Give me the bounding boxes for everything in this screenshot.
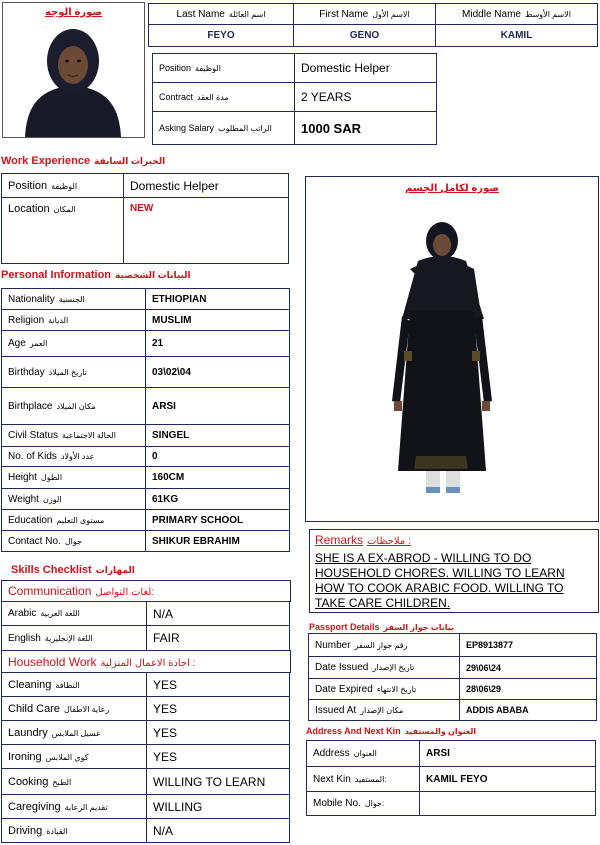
passport-row-value: ADDIS ABABA: [459, 699, 597, 721]
face-photo-title: صورة الوجه: [44, 7, 103, 18]
passport-row-value: 28\06\29: [459, 678, 597, 700]
remarks-line: SHE IS A EX-ABROD - WILLING TO DO: [315, 551, 532, 565]
personal-row-label: Civil Status الحالة الاجتماعية: [1, 424, 146, 447]
personal-row-value: ARSI: [145, 387, 290, 425]
remarks-line: HOUSEHOLD CHORES. WILLING TO LEARN: [315, 566, 565, 580]
household-row-value: YES: [146, 672, 290, 697]
passport-row-label: Date Expired تاريخ الانتهاء: [308, 678, 460, 700]
personal-row-label: Birthplace مكان الميلاد: [1, 387, 146, 425]
personal-row-label: Religion الديانة: [1, 309, 146, 331]
household-row-value: YES: [146, 720, 290, 745]
position-label: Position الوظيفة: [152, 53, 295, 83]
personal-row-value: SINGEL: [145, 424, 290, 447]
personal-row-label: Height الطول: [1, 466, 146, 489]
face-photo-box: [2, 2, 145, 138]
last-name-label: Last Name اسم العائلة: [148, 3, 294, 25]
passport-row-label: Issued At مكان الإصدار: [308, 699, 460, 721]
contract-value: 2 YEARS: [294, 82, 437, 112]
personal-row-value: ETHIOPIAN: [145, 288, 290, 310]
household-header: Household Work اجادة الاعمال المنزلية :: [1, 650, 291, 673]
body-photo-title: صورة لكامل الجسم: [405, 183, 499, 194]
personal-row-label: Nationality الجنسية: [1, 288, 146, 310]
household-row-label: Child Care رعاية الاطفال: [1, 696, 147, 721]
salary-value: 1000 SAR: [294, 111, 437, 145]
household-row-label: Caregiving تقديم الرعاية: [1, 794, 147, 819]
personal-row-label: Age العمر: [1, 330, 146, 357]
first-name-label: First Name الاسم الأول: [293, 3, 436, 25]
position-value: Domestic Helper: [294, 53, 437, 83]
address-row-value: ARSI: [419, 740, 596, 767]
work-experience-title: Work Experience الخبرات السابقة: [1, 155, 166, 167]
household-row-label: Ironing كوي الملابس: [1, 744, 147, 769]
middle-name-label: Middle Name الاسم الأوسط: [435, 3, 598, 25]
body-photo-box: [305, 176, 599, 522]
middle-name-value: KAMIL: [435, 24, 598, 47]
personal-row-label: No. of Kids عدد الأولاد: [1, 446, 146, 467]
address-row-value: [419, 791, 596, 816]
face-photo: [3, 21, 144, 137]
personal-row-value: 0: [145, 446, 290, 467]
personal-row-value: PRIMARY SCHOOL: [145, 509, 290, 531]
personal-row-value: 03\02\04: [145, 356, 290, 388]
personal-info-title: Personal Information البيانات الشخصية: [1, 269, 191, 281]
address-row-label: Address العنوان: [306, 740, 420, 767]
body-photo: [306, 201, 598, 521]
personal-row-value: SHIKUR EBRAHIM: [145, 530, 290, 552]
first-name-value: GENO: [293, 24, 436, 47]
last-name-value: FEYO: [148, 24, 294, 47]
language-row-label: Arabic اللغة العربية: [1, 601, 147, 626]
passport-row-label: Number رقم جواز السفر: [308, 633, 460, 657]
we-location-label: Location المكان: [1, 197, 124, 264]
passport-row-value: EP8913877: [459, 633, 597, 657]
personal-row-value: 160CM: [145, 466, 290, 489]
household-row-value: YES: [146, 744, 290, 769]
personal-row-value: 61KG: [145, 488, 290, 510]
passport-title: Passport Details بيانات جواز السفر: [309, 622, 455, 632]
address-title: Address And Next Kin العنوان والمستفيد: [306, 726, 477, 736]
remarks-line: TAKE CARE CHILDREN.: [315, 596, 451, 610]
passport-row-value: 29\06\24: [459, 656, 597, 679]
language-row-value: N/A: [146, 601, 290, 626]
address-row-value: KAMIL FEYO: [419, 766, 596, 792]
salary-label: Asking Salary الراتب المطلوب: [152, 111, 295, 145]
we-location-value: NEW: [123, 197, 289, 264]
remarks-box: [309, 529, 599, 613]
we-position-label: Position الوظيفة: [1, 173, 124, 198]
household-row-label: Cleaning النظافة: [1, 672, 147, 697]
personal-row-label: Birthday تاريخ الميلاد: [1, 356, 146, 388]
communication-header: Communication لغات التواصل:: [1, 580, 291, 602]
address-row-label: Next Kin المستفيد:: [306, 766, 420, 792]
personal-row-label: Education مستوى التعليم: [1, 509, 146, 531]
household-row-value: WILLING TO LEARN: [146, 768, 290, 795]
address-row-label: Mobile No. جوال:: [306, 791, 420, 816]
household-row-value: WILLING: [146, 794, 290, 819]
language-row-value: FAIR: [146, 625, 290, 651]
passport-row-label: Date Issued تاريخ الإصدار: [308, 656, 460, 679]
contract-label: Contract مدة العقد: [152, 82, 295, 112]
household-row-value: N/A: [146, 818, 290, 843]
language-row-label: English اللغة الإنجليزية: [1, 625, 147, 651]
household-row-label: Cooking الطبخ: [1, 768, 147, 795]
skills-title: Skills Checklist المهارات: [11, 564, 135, 576]
personal-row-value: 21: [145, 330, 290, 357]
personal-row-value: MUSLIM: [145, 309, 290, 331]
remarks-text: [315, 551, 593, 611]
personal-row-label: Weight الوزن: [1, 488, 146, 510]
household-row-label: Laundry غسيل الملابس: [1, 720, 147, 745]
household-row-value: YES: [146, 696, 290, 721]
household-row-label: Driving القيادة: [1, 818, 147, 843]
remarks-line: HOW TO COOK ARABIC FOOD. WILLING TO: [315, 581, 564, 595]
remarks-title: Remarks ملاحظات :: [315, 533, 411, 547]
we-position-value: Domestic Helper: [123, 173, 289, 198]
personal-row-label: Contact No. جوال: [1, 530, 146, 552]
